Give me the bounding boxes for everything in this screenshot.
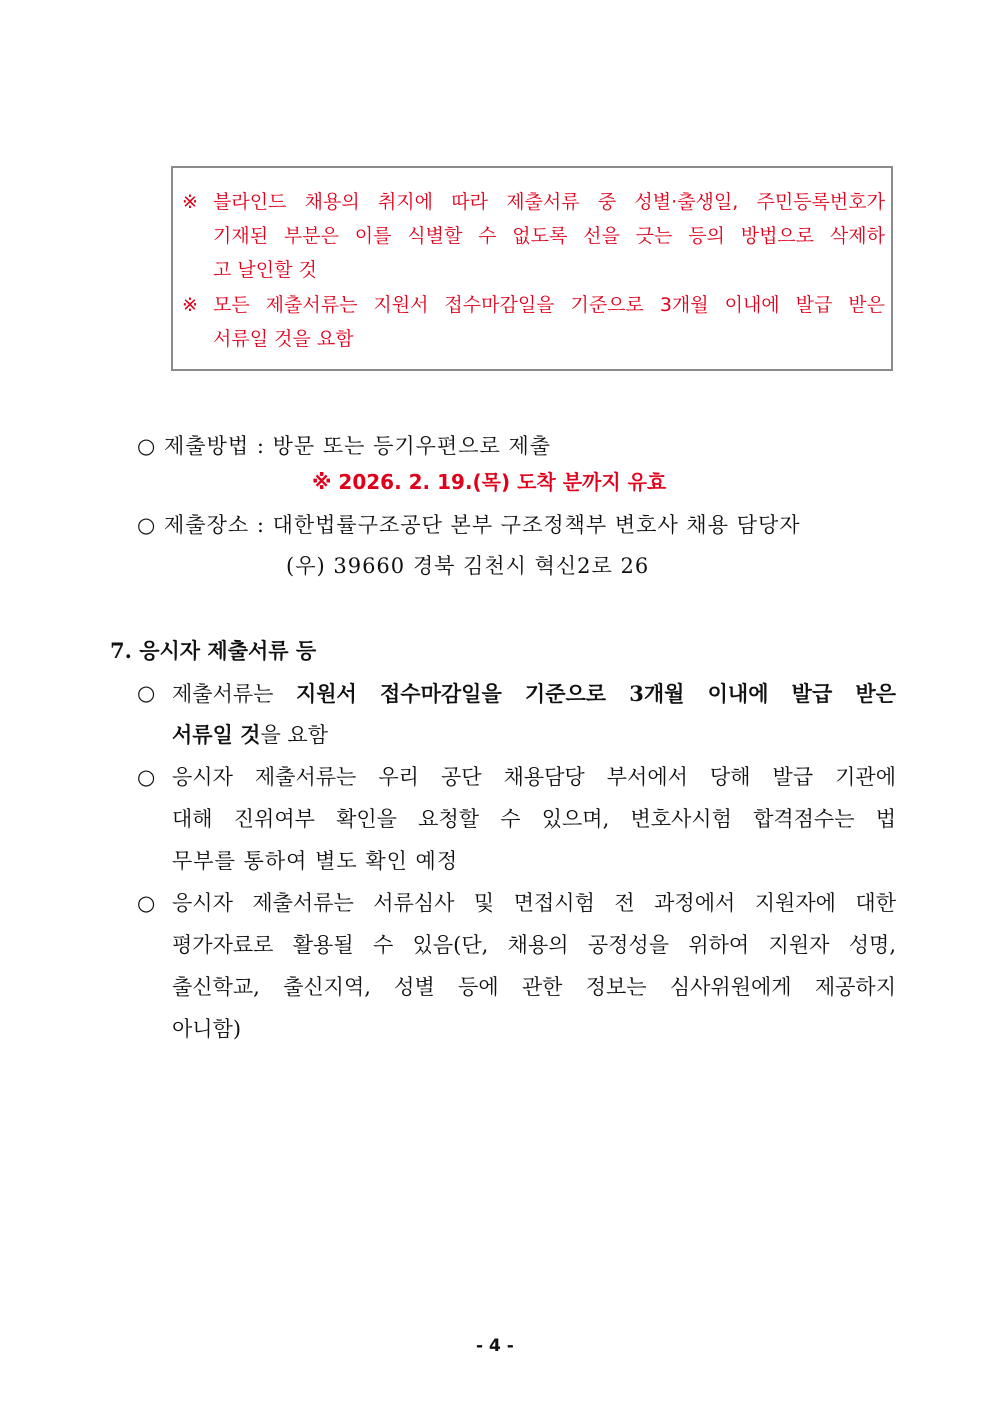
item3-line-4: 아니함) (172, 1017, 242, 1041)
submission-place: ○ 제출장소 : 대한법률구조공단 본부 구조정책부 변호사 채용 담당자 (137, 513, 801, 537)
item3-line-2: 평가자료로 활용될 수 있음(단, 채용의 공정성을 위하여 지원자 성명, (172, 933, 896, 957)
item1-bullet: ○ (137, 681, 156, 705)
section-heading: 7. 응시자 제출서류 등 (110, 638, 317, 663)
page-number: - 4 - (476, 1336, 514, 1356)
notice-mark-1: ※ (182, 191, 198, 213)
submission-method: ○ 제출방법 : 방문 또는 등기우편으로 제출 (137, 434, 552, 458)
submission-address: (우) 39660 경북 김천시 혁신2로 26 (286, 554, 650, 578)
notice-line-1: 블라인드 채용의 취지에 따라 제출서류 중 성별·출생일, 주민등록번호가 (213, 191, 885, 213)
item3-line-1: 응시자 제출서류는 서류심사 및 면접시험 전 과정에서 지원자에 대한 (172, 891, 896, 915)
item1-line-2: 서류일 것을 요함 (172, 722, 329, 747)
notice-line-4: 모든 제출서류는 지원서 접수마감일을 기준으로 3개월 이내에 발급 받은 (213, 294, 885, 316)
item2-line-1: 응시자 제출서류는 우리 공단 채용담당 부서에서 당해 발급 기관에 (172, 765, 896, 789)
item3-line-3: 출신학교, 출신지역, 성별 등에 관한 정보는 심사위원에게 제공하지 (172, 975, 896, 999)
item1-line-1: 제출서류는 지원서 접수마감일을 기준으로 3개월 이내에 발급 받은 (172, 681, 896, 706)
notice-mark-2: ※ (182, 294, 198, 316)
item3-bullet: ○ (137, 891, 156, 915)
notice-line-5: 서류일 것을 요함 (213, 328, 354, 350)
item2-line-3: 무부를 통하여 별도 확인 예정 (172, 849, 459, 873)
item2-line-2: 대해 진위여부 확인을 요청할 수 있으며, 변호사시험 합격점수는 법 (172, 807, 896, 831)
notice-line-2: 기재된 부분은 이를 식별할 수 없도록 선을 긋는 등의 방법으로 삭제하 (213, 225, 885, 247)
notice-line-3: 고 날인할 것 (213, 259, 317, 281)
item2-bullet: ○ (137, 765, 156, 789)
submission-deadline: ※ 2026. 2. 19.(목) 도착 분까지 유효 (312, 470, 667, 494)
